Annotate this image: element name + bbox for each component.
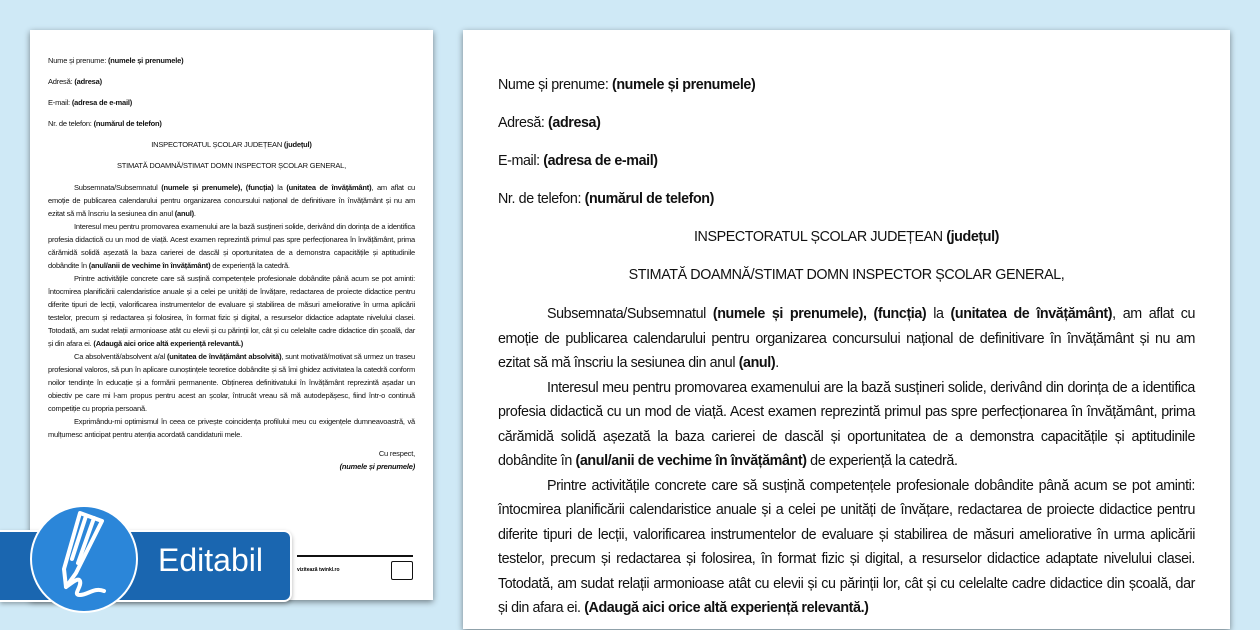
text: Exprimându-mi optimismul în ceea ce privește coincidența profilului meu cu exigențele dumneavoastră, vă mulțumesc anticipat pentru atenția acordată candidaturii mele. bbox=[48, 417, 415, 439]
text: , am aflat cu emoție de publicarea calendarului pentru organizarea concursului național de definitivare în învățământ și nu am ezitat să mă înscriu la sesiunea din anul bbox=[48, 183, 415, 218]
field-placeholder: (adresa de e-mail) bbox=[543, 153, 658, 169]
field-label: E-mail: bbox=[498, 153, 544, 169]
text: . bbox=[775, 355, 779, 371]
text: Subsemnata/Subsemnatul bbox=[74, 183, 162, 192]
header-line bbox=[498, 74, 1195, 112]
closing: Cu respect, bbox=[378, 449, 415, 458]
paragraph bbox=[48, 415, 415, 441]
field-placeholder: (numărul de telefon) bbox=[93, 119, 162, 128]
placeholder-text: (Adaugă aici orice altă experiență relevantă.) bbox=[584, 600, 869, 616]
placeholder-text: (anul) bbox=[174, 209, 194, 218]
placeholder-text: (unitatea de învățământ) bbox=[950, 306, 1113, 322]
footer-rule bbox=[297, 555, 413, 557]
county-placeholder: (județul) bbox=[946, 229, 1000, 245]
text: Printre activitățile concrete care să susțină competențele profesionale dobândite până acum se pot aminti: întocmirea planificării calendaristice anuale și a celei pe unități de învățare, redactarea de proiecte didactice pentru diferite tipuri de lecții, valorificarea instrumentelor de evaluare și stabilirea de măsuri ameliorative în urma aplicării testelor, precum și redactarea și folosirea, în format fizic și digital, a resurselor didactice adaptate nivelului clasei. Totodată, am sudat relații armonioase atât cu elevii și cu părinții lor, cât și cu celelalte cadre didactice din școală, dar și din afara ei. bbox=[48, 274, 415, 348]
letter bbox=[30, 30, 433, 473]
field-placeholder: (numărul de telefon) bbox=[584, 191, 715, 207]
field-label: E-mail: bbox=[48, 98, 72, 107]
page-footer bbox=[297, 555, 413, 573]
placeholder-text: (unitatea de învățământ) bbox=[286, 183, 372, 192]
header-line bbox=[48, 97, 415, 118]
placeholder-text: (anul/anii de vechime în învățământ) bbox=[575, 453, 807, 469]
field-label: Adresă: bbox=[48, 77, 75, 86]
field-placeholder: (adresa) bbox=[74, 77, 102, 86]
text: de experiență la catedră. bbox=[210, 261, 290, 270]
placeholder-text: (numele și prenumele), (funcția) bbox=[161, 183, 274, 192]
letter bbox=[463, 30, 1230, 629]
paragraph bbox=[48, 350, 415, 415]
inspectorate-label: INSPECTORATUL ȘCOLAR JUDEȚEAN bbox=[693, 229, 947, 245]
pen-signature-icon bbox=[30, 505, 138, 613]
field-label: Nume și prenume: bbox=[498, 77, 612, 93]
text: Ca absolventă/absolvent a/al bbox=[74, 352, 167, 361]
field-placeholder: (adresa de e-mail) bbox=[71, 98, 133, 107]
county-placeholder: (județul) bbox=[283, 140, 312, 149]
placeholder-text: (unitatea de învățământ absolvită) bbox=[166, 352, 282, 361]
footer-text: vizitează twinkl.ro bbox=[297, 567, 340, 573]
text: la bbox=[273, 183, 287, 192]
field-label: Adresă: bbox=[498, 115, 549, 131]
header-line bbox=[48, 76, 415, 97]
text: , am aflat cu emoție de publicarea calendarului pentru organizarea concursului național de definitivare în învățământ și nu am ezitat să mă înscriu la sesiunea din anul bbox=[498, 306, 1195, 371]
twinkl-logo-icon bbox=[391, 561, 413, 580]
text: Interesul meu pentru promovarea examenului are la bază susțineri solide, derivând din dorința de a identifica profesia didactică cu un mod de viață. Acest examen reprezintă primul pas spre perfecționarea în învățământ, prima cărămidă solidă așezată la baza carierei de dascăl și oportunitatea de a demonstra capacitățile și aptitudinile dobândite în bbox=[48, 222, 415, 270]
document-preview bbox=[463, 30, 1230, 629]
inspectorate-label: INSPECTORATUL ȘCOLAR JUDEȚEAN bbox=[151, 140, 284, 149]
paragraph bbox=[48, 272, 415, 350]
field-placeholder: (adresa) bbox=[548, 115, 601, 131]
paragraph bbox=[48, 181, 415, 220]
field-label: Nume și prenume: bbox=[48, 56, 108, 65]
inspectorate-line bbox=[498, 226, 1195, 264]
paragraph bbox=[498, 376, 1195, 474]
header-line bbox=[498, 150, 1195, 188]
salutation: STIMATĂ DOAMNĂ/STIMAT DOMN INSPECTOR ȘCOLAR GENERAL, bbox=[116, 161, 347, 170]
text: , sunt motivată/motivat să urmez un traseu profesional valoros, să pun în aplicare cunoștințele teoretice dobândite și să îmi ghidez activitatea la catedră conform noilor tendințe în educație și a formării permanente. Obținerea definitivatului în învățământ reprezintă așadar un obiectiv pe care mi l-am propus pentru acest an școlar, întrucât vreau să mă autodepășesc, fiind într-o continuă competiție cu propria persoană. bbox=[48, 352, 415, 413]
inspectorate-line bbox=[48, 139, 415, 160]
text: de experiență la catedră. bbox=[806, 453, 958, 469]
paragraph bbox=[498, 302, 1195, 376]
header-line bbox=[48, 118, 415, 139]
text: Printre activitățile concrete care să susțină competențele profesionale dobândite până acum se pot aminti: întocmirea planificării calendaristice anuale și a celei pe unități de învățare, redactarea de proiecte didactice pentru diferite tipuri de lecții, valorificarea instrumentelor de evaluare și stabilirea de măsuri ameliorative în urma aplicării testelor, precum și redactarea și folosirea, în format fizic și digital, a resurselor didactice adaptate nivelului clasei. Totodată, am sudat relații armonioase atât cu elevii și cu părinții lor, cât și cu celelalte cadre didactice din școală, dar și din afara ei. bbox=[498, 477, 1195, 616]
salutation: STIMATĂ DOAMNĂ/STIMAT DOMN INSPECTOR ȘCOLAR GENERAL, bbox=[628, 267, 1065, 283]
placeholder-text: (anul) bbox=[738, 355, 776, 371]
placeholder-text: (anul/anii de vechime în învățământ) bbox=[88, 261, 211, 270]
placeholder-text: (numele și prenumele), (funcția) bbox=[712, 306, 927, 322]
header-line bbox=[48, 55, 415, 76]
field-placeholder: (numele și prenumele) bbox=[107, 56, 184, 65]
paragraph bbox=[498, 474, 1195, 621]
text: Subsemnata/Subsemnatul bbox=[547, 306, 713, 322]
paragraph bbox=[48, 220, 415, 272]
text: Interesul meu pentru promovarea examenului are la bază susțineri solide, derivând din dorința de a identifica profesia didactică cu un mod de viață. Acest examen reprezintă primul pas spre perfecționarea în învățământ, prima cărămidă solidă așezată la baza carierei de dascăl și oportunitatea de a demonstra capacitățile și aptitudinile dobândite în bbox=[498, 379, 1195, 469]
text: . bbox=[193, 209, 196, 218]
field-label: Nr. de telefon: bbox=[498, 191, 585, 207]
text: la bbox=[926, 306, 951, 322]
header-line bbox=[498, 112, 1195, 150]
signature-block bbox=[48, 447, 415, 473]
field-placeholder: (numele și prenumele) bbox=[611, 77, 756, 93]
field-label: Nr. de telefon: bbox=[48, 119, 94, 128]
header-line bbox=[498, 188, 1195, 226]
signature-placeholder: (numele și prenumele) bbox=[339, 462, 415, 471]
editable-label: Editabil bbox=[158, 542, 263, 578]
placeholder-text: (Adaugă aici orice altă experiență relevantă.) bbox=[93, 339, 244, 348]
